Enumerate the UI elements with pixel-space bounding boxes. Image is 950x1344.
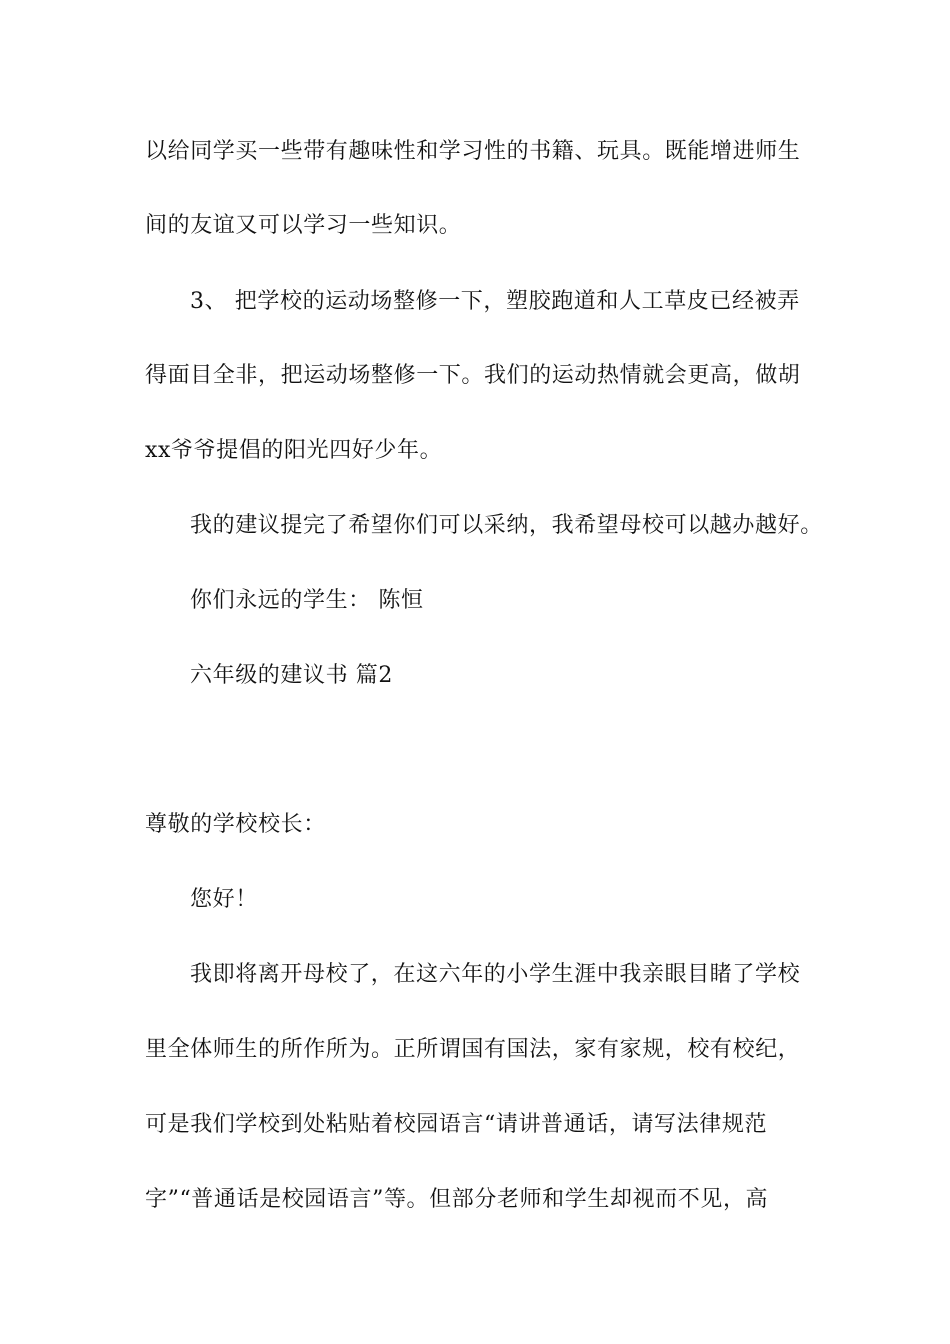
signature-line: 你们永远的学生： 陈恒	[190, 588, 424, 613]
salutation: 尊敬的学校校长：	[145, 812, 326, 837]
greeting: 您好！	[190, 887, 258, 912]
section-title: 六年级的建议书 篇2	[190, 663, 393, 688]
paragraph-line: 以给同学买一些带有趣味性和学习性的书籍、玩具。既能增进师生	[145, 139, 801, 164]
paragraph-line: 间的友谊又可以学习一些知识。	[145, 213, 462, 238]
paragraph-line: 我即将离开母校了，在这六年的小学生涯中我亲眼目睹了学校	[190, 962, 801, 987]
list-item-line: 3、 把学校的运动场整修一下，塑胶跑道和人工草皮已经被弄	[190, 289, 800, 314]
paragraph-line: xx爷爷提倡的阳光四好少年。	[145, 438, 443, 463]
paragraph-line: 得面目全非，把运动场整修一下。我们的运动热情就会更高，做胡	[145, 363, 801, 388]
paragraph-line: 字”“普通话是校园语言”等。但部分老师和学生却视而不见，高	[145, 1187, 769, 1212]
paragraph-line: 里全体师生的所作所为。正所谓国有国法，家有家规，校有校纪，	[145, 1037, 801, 1062]
paragraph-line: 可是我们学校到处粘贴着校园语言“请讲普通话，请写法律规范	[145, 1112, 768, 1137]
paragraph-line: 我的建议提完了希望你们可以采纳，我希望母校可以越办越好。	[190, 513, 823, 538]
